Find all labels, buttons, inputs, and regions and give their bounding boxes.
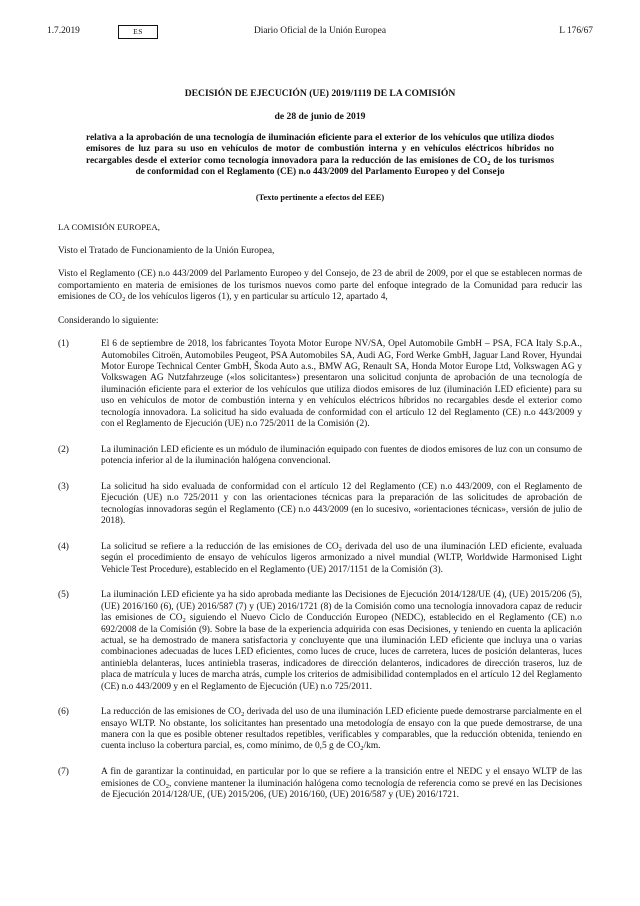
recital-item bbox=[58, 339, 582, 430]
regulation-text-b: de los vehículos ligeros (1), y en particular su artículo 12, apartado 4, bbox=[125, 292, 388, 302]
regulation-citation bbox=[58, 269, 582, 303]
recital-text-c: /km. bbox=[363, 741, 381, 752]
recital-text bbox=[101, 767, 582, 800]
recital-text-b: siguiendo el Nuevo Ciclo de Conducción Europeo (NEDC), establecido en el Reglamento (CE) n.o 692/2008 de la Comisión (9). Sobre la base de la experiencia adquirida con esas Decisiones, y teniendo en cuenta la aplicación actual, se ha demostrado de manera satisfactoria y concluyente que una iluminación LED eficiente que incluya una o varias combinaciones adecuadas de luces LED eficientes, como luces de cruce, luces de carretera, luces de posición delanteras, luces antiniebla delanteras, luces antiniebla traseras, indicadores de dirección delanteros, indicadores de dirección traseros, luz de placa de matrícula y luces de marcha atrás, cumple los criterios de admisibilidad contemplados en el artículo 12 del Reglamento (CE) n.o 443/2009 y en el Reglamento de Ejecución (UE) n.o 725/2011. bbox=[101, 613, 582, 692]
recital-item bbox=[58, 767, 582, 801]
recital-number: (5) bbox=[58, 590, 69, 601]
page-reference: L 176/67 bbox=[559, 26, 593, 36]
document-body bbox=[58, 222, 582, 816]
recital-text-a: La solicitud se refiere a la reducción de las emisiones de CO bbox=[101, 541, 339, 552]
recital-text-a: La reducción de las emisiones de CO bbox=[101, 707, 242, 718]
recital-number: (2) bbox=[58, 444, 69, 455]
subject-text-b: de los turismos de conformidad con el Reglamento (CE) n.o 443/2009 del Parlamento Europeo y del Consejo bbox=[135, 155, 554, 178]
recital-number: (6) bbox=[58, 707, 69, 718]
recital-text-a: La iluminación LED eficiente ya ha sido aprobada mediante las Decisiones de Ejecución 2014/128/UE (4), (UE) 2015/206 (5), (UE) 2016/160 (6), (UE) 2016/587 (7) y (UE) 2016/1721 (8) de la Comisión como una tecnología innovadora capaz de reducir las emisiones de CO bbox=[101, 590, 582, 624]
recital-text-b: derivada del uso de una iluminación LED eficiente, evaluada según el procedimiento de ensayo de vehículos ligeros armonizado a nivel mundial (WLTP, Worldwide Harmonised Light Vehicle Test Procedure), establecido en el Reglamento (UE) 2017/1151 de la Comisión (3). bbox=[101, 541, 582, 575]
recital-subscript: 2 bbox=[241, 711, 245, 719]
regulation-text-a: Visto el Reglamento (CE) n.o 443/2009 del Parlamento Europeo y del Consejo, de 23 de abril de 2009, por el que se establecen normas de comportamiento en materia de emisiones de los turismos nuevos como parte del enfoque integrado de la Comunidad para reducir las emisiones de CO bbox=[58, 269, 582, 302]
decision-date: de 28 de junio de 2019 bbox=[274, 111, 366, 122]
recital-item bbox=[58, 590, 582, 693]
recital-item bbox=[58, 445, 582, 468]
recital-number: (3) bbox=[58, 481, 69, 492]
recital-item bbox=[58, 482, 582, 528]
recitals-list bbox=[58, 339, 582, 801]
recital-number: (1) bbox=[58, 339, 69, 350]
subject-text-a: relativa a la aprobación de una tecnología de iluminación eficiente para el exterior de los vehículos que utiliza diodos emisores de luz para su uso en vehículos de motor de combustión interna y en vehículos eléctricos híbridos no recargables desde el exterior como tecnología innovadora para la reducción de las emisiones de CO bbox=[86, 133, 554, 166]
recital-text-b: derivada del uso de una iluminación LED eficiente puede demostrarse parcialmente en el ensayo WLTP. No obstante, los solicitantes han presentado una metodología de ensayo con la que puede demostrarse, de una manera con la que es posible obtener resultados repetibles, verificables y comparables, que la reducción obtenida, teniendo en cuenta incluso la cobertura parcial, es, como mínimo, de 0,5 g de CO bbox=[101, 707, 582, 752]
recital-text: El 6 de septiembre de 2018, los fabricantes Toyota Motor Europe NV/SA, Opel Automobile GmbH – PSA, FCA Italy S.p.A., Automobiles Citroën, Automobiles Peugeot, PSA Automobiles SA, Audi AG, Ford Werke GmbH, Jaguar Land Rover, Hyundai Motor Europe Technical Center GmbH, Škoda Auto a.s., BMW AG, Renault SA, Honda Motor Europe Ltd, Volkswagen AG y Volkswagen AG Nutzfahrzeuge («los solicitantes») presentaron una solicitud conjunta de aprobación de una tecnología de iluminación eficiente para el exterior de los vehículos que utiliza diodos emisores de luz (iluminación LED eficiente) para su uso en vehículos de motor de combustión interna y en vehículos eléctricos híbridos no recargables desde el exterior como tecnología innovadora. La solicitud ha sido evaluada de conformidad con el artículo 12 del Reglamento (CE) n.o 443/2009 y con el Reglamento de Ejecución (UE) n.o 725/2011 de la Comisión (2). bbox=[101, 339, 582, 430]
language-badge: ES bbox=[118, 25, 158, 39]
recital-number: (4) bbox=[58, 541, 69, 552]
recital-subscript: 2 bbox=[182, 617, 186, 625]
recital-text bbox=[101, 590, 582, 691]
decision-title: DECISIÓN DE EJECUCIÓN (UE) 2019/1119 DE LA COMISIÓN bbox=[184, 88, 456, 99]
publication-date: 1.7.2019 bbox=[47, 26, 80, 36]
decision-subject bbox=[86, 133, 554, 179]
regulation-subscript: 2 bbox=[122, 296, 126, 303]
recital-text: La solicitud ha sido evaluada de conformidad con el artículo 12 del Reglamento (CE) n.o 443/2009, con el Reglamento de Ejecución (UE) n.o 725/2011 y con las orientaciones técnicas para la preparación de las solicitudes de aprobación de tecnologías innovadoras según el Reglamento (CE) n.o 443/2009 (en lo sucesivo, «orientaciones técnicas», versión de julio de 2018). bbox=[101, 481, 582, 527]
recital-subscript: 2 bbox=[338, 545, 342, 553]
recital-subscript: 2 bbox=[165, 782, 170, 790]
considering-line: Considerando lo siguiente: bbox=[58, 315, 159, 326]
recital-text bbox=[101, 542, 582, 575]
recital-text: La iluminación LED eficiente es un módulo de iluminación equipado con fuentes de diodos emisores de luz con un consumo de potencia inferior al de la iluminación halógena convencional. bbox=[101, 444, 582, 467]
decision-title-block bbox=[86, 88, 554, 203]
journal-header bbox=[47, 26, 593, 40]
recital-text-b: , conviene mantener la iluminación halógena como tecnología de referencia como se prevé en las Decisiones de Ejecución 2014/128/UE, (UE) 2015/206, (UE) 2016/160, (UE) 2016/587 y (UE) 2016/1721. bbox=[101, 778, 582, 800]
recital-item bbox=[58, 707, 582, 753]
journal-name: Diario Oficial de la Unión Europea bbox=[254, 26, 386, 36]
treaty-citation: Visto el Tratado de Funcionamiento de la Unión Europea, bbox=[58, 245, 275, 256]
recital-subscript-2: 2 bbox=[360, 745, 364, 753]
commission-heading: LA COMISIÓN EUROPEA, bbox=[58, 222, 160, 232]
recital-number: (7) bbox=[58, 767, 69, 778]
recital-item bbox=[58, 542, 582, 576]
recital-text-a: A fin de garantizar la continuidad, en particular por lo que se refiere a la transición entre el NEDC y el ensayo WLTP de las emisiones de CO bbox=[101, 767, 582, 789]
recital-text bbox=[101, 707, 582, 751]
subject-subscript: 2 bbox=[487, 159, 491, 167]
eee-note: (Texto pertinente a efectos del EEE) bbox=[255, 192, 385, 202]
